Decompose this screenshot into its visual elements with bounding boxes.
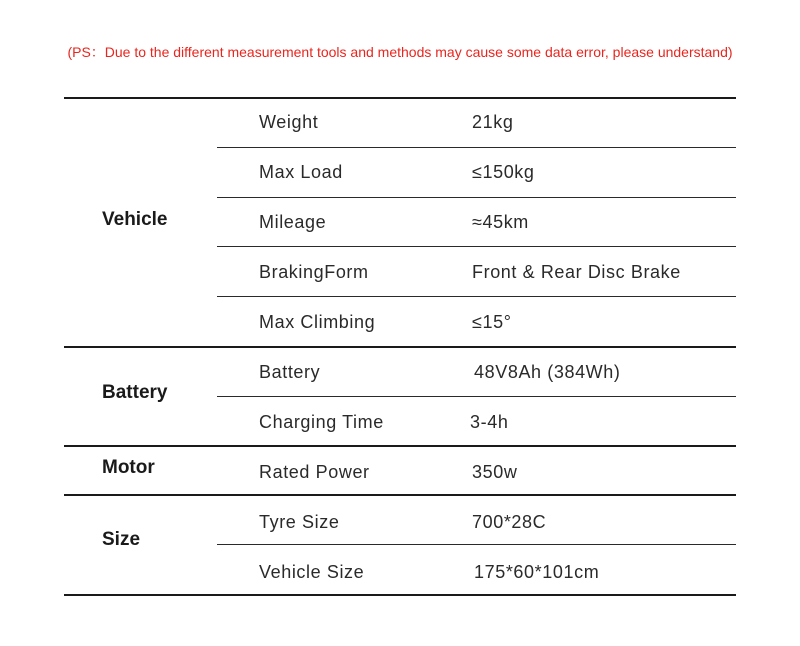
spec-value: Front & Rear Disc Brake — [472, 262, 681, 282]
spec-label: Max Load — [259, 162, 343, 182]
spec-value: 3-4h — [470, 412, 509, 432]
group-title-vehicle: Vehicle — [102, 209, 168, 230]
spec-label: Battery — [259, 362, 321, 382]
disclaimer-note: (PS：Due to the different measurement tools and methods may cause some data error, please understand) — [67, 44, 733, 60]
row-divider — [217, 147, 736, 148]
row-divider — [217, 246, 736, 247]
row-divider — [217, 396, 736, 397]
spec-label: Max Climbing — [259, 312, 376, 332]
spec-value: ≈45km — [472, 212, 529, 232]
spec-label: Tyre Size — [259, 512, 340, 532]
spec-label: Vehicle Size — [259, 562, 365, 582]
spec-value: ≤15° — [472, 312, 512, 332]
group-title-size: Size — [102, 529, 141, 550]
table-bottom-rule — [64, 594, 736, 596]
spec-label: BrakingForm — [259, 262, 369, 282]
spec-value: 175*60*101cm — [474, 562, 600, 582]
table-top-rule — [64, 97, 736, 99]
row-divider — [217, 296, 736, 297]
spec-value: ≤150kg — [472, 162, 535, 182]
spec-value: 48V8Ah (384Wh) — [474, 362, 621, 382]
spec-value: 350w — [472, 462, 518, 482]
group-title-battery: Battery — [102, 382, 168, 403]
spec-value: 700*28C — [472, 512, 547, 532]
group-divider — [64, 346, 736, 348]
group-divider — [64, 494, 736, 496]
spec-label: Charging Time — [259, 412, 384, 432]
spec-label: Weight — [259, 112, 319, 132]
spec-label: Mileage — [259, 212, 327, 232]
group-divider — [64, 445, 736, 447]
row-divider — [217, 197, 736, 198]
group-title-motor: Motor — [102, 457, 155, 478]
row-divider — [217, 544, 736, 545]
spec-value: 21kg — [472, 112, 514, 132]
spec-label: Rated Power — [259, 462, 370, 482]
